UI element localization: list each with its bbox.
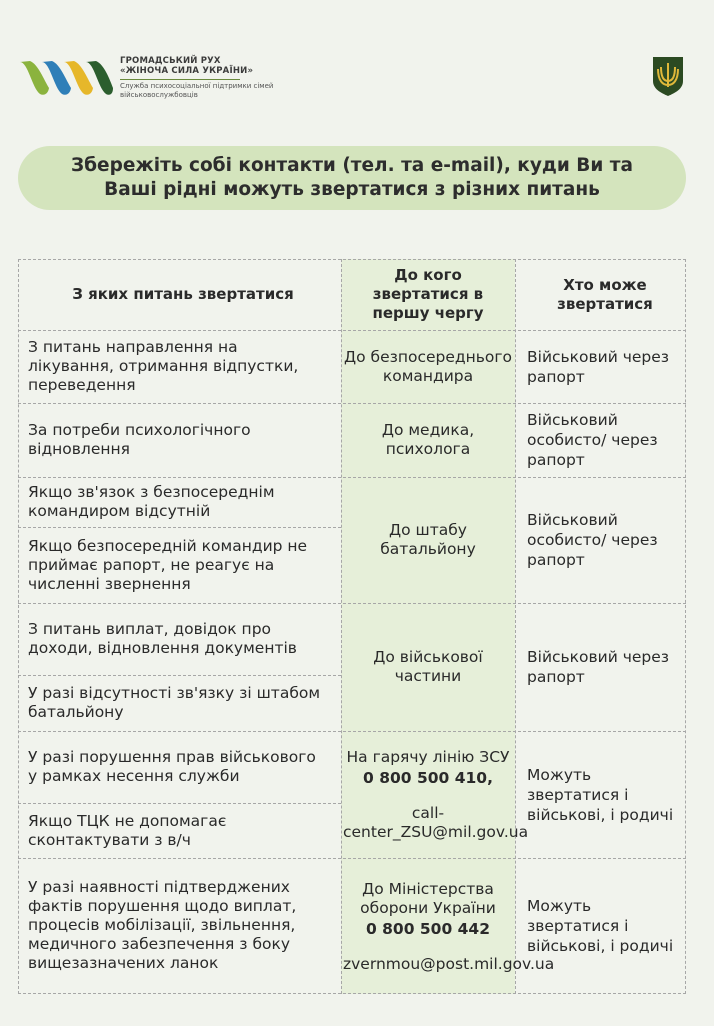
- question-cell: У разі порушення прав військового у рамках несення служби: [28, 748, 316, 785]
- org-line3: Служба психосоціальної підтримки сімей військовослужбовців: [120, 82, 274, 99]
- ministry-email: zvernmou@post.mil.gov.ua: [343, 954, 555, 973]
- ministry-phone: 0 800 500 442: [365, 919, 491, 938]
- org-line1: ГРОМАДСЬКИЙ РУХ: [120, 56, 221, 66]
- who-cell: Військовий особисто/ через рапорт: [527, 511, 658, 569]
- title-banner: [18, 146, 686, 210]
- contact-cell: [343, 737, 529, 852]
- org-divider: [120, 79, 240, 80]
- question-cell: Якщо ТЦК не допомагає сконтактувати з в/ч: [28, 811, 227, 849]
- contact-cell: [343, 869, 555, 984]
- page-title: Збережіть собі контакти (тел. та e-mail), куди Ви та Ваші рідні можуть звертатися з різних питань: [71, 155, 633, 200]
- organization-name: [120, 56, 320, 100]
- organization-logo: [18, 58, 114, 98]
- column-divider: [341, 259, 342, 994]
- header: [0, 0, 714, 130]
- question-cell: Якщо безпосередній командир не приймає рапорт, не реагує на численні звернення: [28, 536, 308, 593]
- column-divider: [685, 259, 686, 994]
- contact-label: До Міністерства оборони України: [360, 879, 496, 917]
- org-line2: «ЖІНОЧА СИЛА УКРАЇНИ»: [120, 66, 254, 76]
- header-contact: До кого звертатися в першу чергу: [372, 266, 484, 322]
- contacts-table: [18, 259, 686, 994]
- who-cell: Військовий через рапорт: [527, 347, 670, 386]
- hotline-phone: 0 800 500 410,: [363, 768, 493, 787]
- question-cell: У разі наявності підтверджених фактів порушення щодо виплат, процесів мобілізації, звільнення, медичного забезпечення з боку вищезазначених ланок: [28, 878, 297, 972]
- question-cell: Якщо зв'язок з безпосереднім командиром відсутній: [28, 483, 275, 520]
- column-divider: [515, 259, 516, 994]
- question-cell: З питань виплат, довідок про доходи, відновлення документів: [28, 620, 297, 657]
- who-cell: Можуть звертатися і військові, і родичі: [527, 765, 674, 824]
- column-divider: [18, 259, 19, 994]
- question-cell: З питань направлення на лікування, отримання відпустки, переведення: [28, 338, 299, 394]
- hotline-email: call-center_ZSU@mil.gov.ua: [343, 803, 529, 841]
- who-cell: Можуть звертатися і військові, і родичі: [527, 896, 674, 955]
- contact-label: На гарячу лінію ЗСУ: [346, 747, 510, 766]
- question-cell: У разі відсутності зв'язку зі штабом батальйону: [28, 684, 321, 721]
- who-cell: Військовий через рапорт: [527, 648, 670, 686]
- header-question: З яких питань звертатися: [72, 285, 294, 303]
- contact-cell: До безпосереднього командира: [343, 347, 512, 385]
- row-divider: [18, 993, 686, 994]
- contact-cell: До медика, психолога: [381, 421, 475, 458]
- question-cell: За потреби психологічного відновлення: [28, 421, 251, 458]
- contact-cell: До військової частини: [373, 648, 483, 685]
- who-cell: Військовий особисто/ через рапорт: [527, 411, 658, 469]
- header-who: Хто може звертатися: [557, 275, 653, 313]
- trident-emblem-icon: [651, 55, 685, 97]
- contact-cell: До штабу батальйону: [380, 521, 476, 558]
